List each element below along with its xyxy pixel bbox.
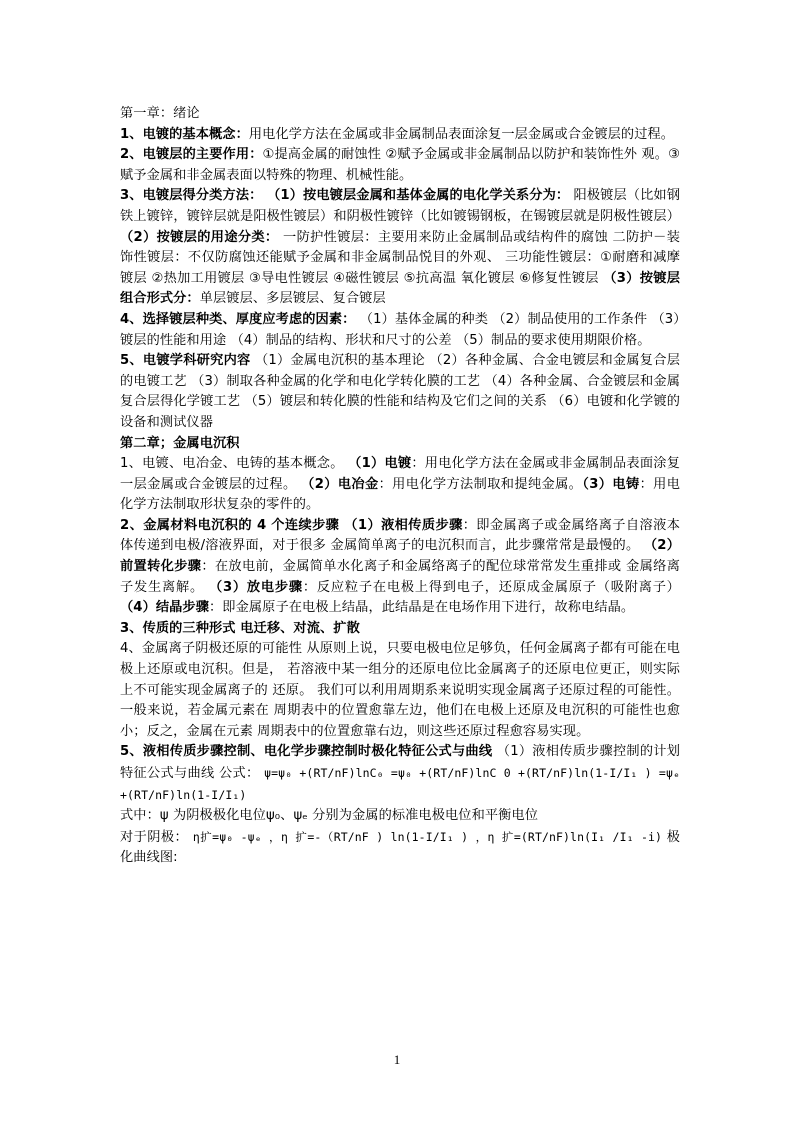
paragraph-1-heading: 1、电镀的基本概念：: [120, 126, 249, 142]
section-2-text-3: ：反应粒子在电极上得到电子，还原成金属原子（吸附离子）: [302, 579, 680, 595]
cathode-formula-line: 对于阴极： η扩=ψ₀ -ψₑ ，η 扩=-（RT/nF ) ln(1-I/I₁ ) ，η 扩=(RT/nF)ln(I₁ /I₁ -i) 极化曲线图:: [120, 829, 681, 866]
section-2-sub-1: （1）液相传质步骤: [339, 517, 463, 533]
section-5-text: （1）液相传质步骤控制的计划特征公式与曲线 公式：: [120, 744, 680, 781]
document-body: [120, 104, 680, 869]
paragraph-3-text-3: 单层镀层、多层镀层、复合镀层: [199, 291, 386, 307]
section-2-text-4: ：即金属原子在电极上结晶，此结晶是在电场作用下进行，故称电结晶。: [209, 600, 635, 616]
paragraph-2: [120, 145, 680, 186]
paragraph-3-text-1: 阳极镀层（比如钢铁上镀锌，镀锌层就是阳极性镀层）和阴极性镀锌（比如镀锡钢板，在锡镀层就是阴极性镀层）: [120, 188, 681, 224]
paragraph-5-heading: 5、电镀学科研究内容: [120, 353, 251, 369]
section-5-heading: 5、液相传质步骤控制、电化学步骤控制时极化特征公式与曲线: [120, 744, 493, 760]
section-2-heading: 2、金属材料电沉积的 4 个连续步骤: [120, 517, 340, 533]
paragraph-2-text: ①提高金属的耐蚀性 ②赋予金属或非金属制品以防护和装饰性外 观。③赋予金属和非金属表面以特殊的物理、机械性能。: [120, 147, 680, 183]
section-2: [120, 516, 680, 619]
section-1-text-2: ：用电化学方法制取和提纯金属。: [378, 476, 583, 492]
section-1-intro: 1、电镀、电冶金、电铸的基本概念。: [120, 456, 349, 472]
paragraph-4-text: （1）基体金属的种类 （2）制品使用的工作条件 （3）镀层的性能和用途 （4）制品的结构、形状和尺寸的公差 （5）制品的要求使用期限价格。: [120, 311, 680, 348]
section-2-sub-3: （3）放电步骤: [208, 579, 303, 595]
paragraph-1-text: 用电化学方法在金属或非金属制品表面涂复一层金属或合金镀层的过程。: [248, 126, 675, 142]
paragraph-1: [120, 125, 680, 146]
paragraph-3-sub-2: （2）按镀层的用途分类：: [120, 229, 279, 245]
paragraph-3: [120, 186, 680, 310]
formula-explanation: 式中：ψ 为阴极极化电位ψ₀、ψₑ 分别为金属的标准电极电位和平衡电位: [120, 808, 539, 824]
section-3-heading: 3、传质的三种形式 电迁移、对流、扩散: [120, 620, 360, 636]
chapter-1-title: 第一章：绪论: [120, 106, 200, 121]
paragraph-5-text: （1）金属电沉积的基本理论 （2）各种金属、合金电镀层和金属复合层的电镀工艺 （3）制取各种金属的化学和电化学转化膜的工艺 （4）各种金属、合金镀层和金属复合层得化学镀工艺 （5）镀层和转化膜的性能和结构及它们之间的关系 （6）电镀和化学镀的设备和测试仪器: [120, 353, 680, 430]
formula-2: η扩=ψ₀ -ψₑ ，η 扩=-（RT/nF ) ln(1-I/I₁ ) ，η 扩=(RT/nF)ln(I₁ /I₁ -i): [192, 829, 663, 844]
paragraph-4-heading: 4、选择镀层种类、厚度应考虑的因素：: [120, 311, 356, 327]
section-2-text-2: ：在放电前，金属简单水化离子和金属络离子的配位球常常发生重排或 金属络离子发生离解。: [120, 559, 680, 595]
paragraph-3-sub-1: （1）按电镀层金属和基体金属的电化学关系分为：: [262, 188, 570, 204]
paragraph-4: [120, 310, 680, 351]
paragraph-5: [120, 351, 680, 433]
section-1-sub-3: （3）电铸: [582, 476, 640, 492]
section-1-sub-1: （1）电镀: [348, 456, 412, 472]
paragraph-3-sub-3: （3）按镀层组合形式分：: [120, 270, 680, 307]
section-1-text-3: ：用电化学方法制取形状复杂的零件的。: [120, 476, 681, 513]
section-2-sub-4: （4）结晶步骤: [120, 600, 210, 616]
paragraph-3-heading: 3、电镀层得分类方法：: [120, 188, 263, 204]
page-number: 1: [393, 1052, 401, 1067]
section-5: [120, 742, 680, 806]
paragraph-3-text-2: 一防护性镀层：主要用来防止金属制品或结构件的腐蚀 二防护－装饰性镀层：不仅防腐蚀还能赋予金属和非金属制品悦目的外观、 三功能性镀层：①耐磨和减摩镀层 ②热加工用镀层 ③导电性镀层 ④磁性镀层 ⑤抗高温 氧化镀层 ⑥修复性镀层: [120, 229, 681, 286]
section-2-text-1: ：即金属离子或金属络离子自溶液本体传递到电极/溶液界面，对于很多 金属简单离子的电沉积而言，此步骤常常是最慢的。: [120, 517, 680, 554]
section-2-sub-2: （2）前置转化步骤: [120, 538, 680, 575]
section-4: 4、金属离子阴极还原的可能性 从原则上说，只要电极电位足够负，任何金属离子都有可能在电极上还原或电沉积。但是， 若溶液中某一组分的还原电位比金属离子的还原电位更正，则实际上不可能实现金属离子的 还原。 我们可以利用周期系来说明实现金属离子还原过程的可能性。一般来说，若金属元素在 周期表中的位置愈靠左边，他们在电极上还原及电沉积的可能性也愈小；反之，金属在元素 周期表中的位置愈靠右边，则这些还原过程愈容易实现。: [120, 641, 680, 739]
section-1-text-1: ：用电化学方法在金属或非金属制品表面涂复一层金属或合金镀层的过程。: [120, 456, 680, 492]
section-1: [120, 454, 680, 516]
section-1-sub-2: （2）电冶金: [301, 476, 379, 492]
paragraph-2-heading: 2、电镀层的主要作用：: [120, 147, 263, 163]
chapter-2-title: 第二章；金属电沉积: [120, 435, 240, 451]
formula-1: ψ=ψ₀ +(RT/nF)lnC₀ =ψ₀ +(RT/nF)lnC 0 +(RT/nF)ln(1-I/I₁ ) =ψₑ +(RT/nF)ln(1-I/I₁): [120, 766, 680, 802]
